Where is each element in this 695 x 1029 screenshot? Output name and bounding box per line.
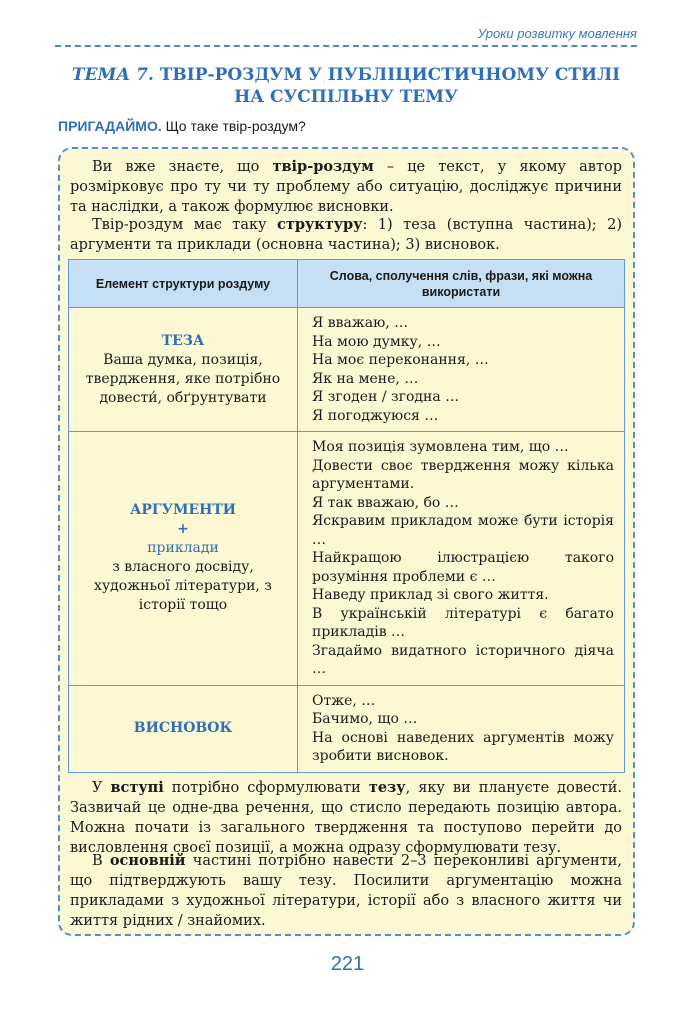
topic-label: ТЕМА 7. (71, 65, 154, 85)
phrase: Найкращою ілюстрацією такого розуміння проблеми є … (312, 550, 614, 585)
arguments-description: з власного досвіду, художньої літератури, з історії тощо (94, 559, 272, 614)
conclusion-element-cell (69, 685, 298, 772)
phrase: Я так вважаю, бо … (312, 494, 459, 511)
phrase: Як на мене, … (312, 370, 419, 387)
outro-p1-text-c: , яку ви плануєте довести́. Зазвичай це одне-два речення, що стисло передають позицію автора. Можна почати із загального твердження та поступово перейти до висловлення своєї позиції, а можна одразу сформулювати тезу. (70, 780, 622, 856)
phrase: Моя позиція зумовлена тим, що … (312, 439, 569, 455)
arguments-element-cell (69, 432, 298, 686)
thesis-name: ТЕЗА (161, 332, 205, 349)
phrase: Я згоден / згодна … (312, 389, 460, 405)
thesis-phrases-cell (298, 308, 625, 432)
recall-keyword: ПРИГАДАЙМО. (58, 118, 162, 134)
outro-p1-text-b: потрібно сформулювати (163, 780, 369, 796)
arguments-name: АРГУМЕНТИ (130, 502, 236, 519)
phrase: На мою думку, … (312, 333, 441, 350)
table-row-conclusion (69, 685, 625, 772)
phrase: Довести своє твердження можу кілька аргументами. (312, 457, 614, 492)
intro-paragraph-2 (70, 215, 622, 255)
table-row-arguments (69, 432, 625, 686)
phrase: На моє переконання, … (312, 352, 489, 368)
outro-p2-text-a: В (92, 853, 110, 869)
term-thesis: тезу (368, 779, 406, 796)
header-divider (55, 45, 637, 47)
conclusion-name: ВИСНОВОК (133, 720, 233, 736)
arguments-phrases-cell (298, 432, 625, 686)
outro-p1-text-a: У (92, 780, 111, 796)
recall-prompt (58, 118, 306, 134)
term-main-part: основній (109, 852, 186, 869)
phrase: Яскравим прикладом може бути історія … (312, 513, 614, 548)
thesis-description: Ваша думка, позиція, твердження, яке потрібно довести́, обґрунтувати (85, 351, 281, 406)
intro-p2-text-a: Твір-роздум має таку (92, 217, 278, 233)
running-head: Уроки розвитку мовлення (477, 26, 637, 41)
phrase: Я погоджуюся … (312, 407, 439, 424)
intro-p2-text-b: : 1) теза (вступна частина); 2) аргументи та приклади (основна частина); 3) висновок. (70, 217, 622, 253)
phrase: Я вважаю, … (312, 315, 409, 331)
term-introduction: вступі (110, 779, 164, 796)
table-header-row (69, 260, 625, 308)
outro-paragraph-2 (70, 851, 622, 931)
recall-question: Що таке твір-роздум? (165, 118, 306, 134)
phrase: Наведу приклад зі свого життя. (312, 587, 549, 603)
header-phrases: Слова, сполучення слів, фрази, які можна використати (298, 260, 625, 308)
intro-p1-text-a: Ви вже знаєте, що (92, 159, 273, 175)
outro-paragraph-1 (70, 778, 622, 858)
topic-title-line1: ТВІР-РОЗДУМ У ПУБЛІЦИСТИЧНОМУ СТИЛІ (159, 65, 621, 85)
structure-table (68, 259, 625, 773)
thesis-element-cell (69, 308, 298, 432)
phrase: В українській літературі є багато прикладів … (312, 605, 614, 640)
examples-label: приклади (147, 540, 219, 557)
phrase: Згадаймо видатного історичного діяча … (312, 642, 614, 677)
outro-p2-text-b: частині потрібно навести 2–3 переконливі аргументи, що підтверджують вашу тезу. Посилити аргументацію можна прикладами з художньої літератури, історії або з власного життя чи життя рідних / знайомих. (70, 853, 623, 929)
phrase: На основі наведених аргументів можу зробити висновок. (312, 729, 614, 764)
page-number: 221 (330, 953, 365, 975)
table-row-thesis (69, 308, 625, 432)
topic-title (55, 64, 637, 108)
phrase: Отже, … (312, 692, 376, 709)
header-element: Елемент структури роздуму (69, 260, 298, 308)
conclusion-phrases-cell (298, 685, 625, 772)
topic-title-line2: НА СУСПІЛЬНУ ТЕМУ (234, 87, 458, 107)
intro-p1-text-b: – це текст, у якому автор розмірковує про ту чи ту проблему або ситуацію, досліджує причини та наслідки, а також формулює висновки. (70, 159, 622, 215)
term-essay: твір-роздум (272, 158, 374, 175)
term-structure: структуру (277, 216, 363, 233)
phrase: Бачимо, що … (312, 711, 418, 727)
intro-paragraph-1 (70, 157, 622, 217)
plus-sign: + (177, 521, 189, 538)
